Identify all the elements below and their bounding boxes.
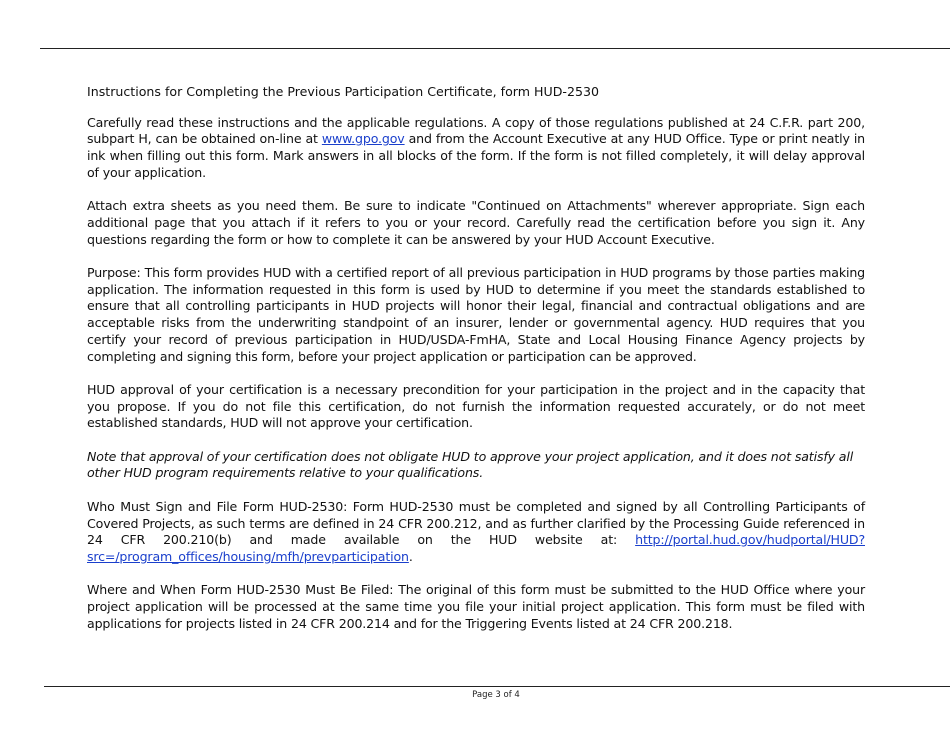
paragraph-approval: HUD approval of your certification is a necessary precondition for your participation in the project and in the capacity that you propose. If you do not file this certification, do not furnish the information requested accurately, or do not meet established standards, HUD will not approve your certification. <box>87 381 865 431</box>
bottom-divider <box>44 686 950 687</box>
paragraph-text: and from the Account Executive at any HUD Office. Type or print neatly in ink when filling out this form. Mark answers in all blocks of the form. If the form is not filled completely, it will delay approval of your application. <box>87 131 866 180</box>
paragraph-purpose: Purpose: This form provides HUD with a certified report of all previous participation in HUD programs by those parties making application. The information requested in this form is used by HUD to determine if you meet the standards established to ensure that all controlling participants in HUD projects will honor their legal, financial and contractual obligations and are acceptable risks from the underwriting standpoint of an insurer, lender or governmental agency. HUD requires that you certify your record of previous participation in HUD/USDA-FmHA, State and Local Housing Finance Agency projects by completing and signing this form, before your project application or participation can be approved. <box>87 265 865 364</box>
paragraph-where-when: Where and When Form HUD-2530 Must Be Filed: The original of this form must be submitted to the HUD Office where your project application will be processed at the same time you file your initial project application. This form must be filed with applications for projects listed in 24 CFR 200.214 and for the Triggering Events listed at 24 CFR 200.218. <box>87 582 865 631</box>
paragraph-regulations <box>87 115 865 182</box>
paragraph-text: . <box>408 548 413 564</box>
paragraph-who-must-sign <box>87 499 865 566</box>
page-number: Page 3 of 4 <box>472 690 520 700</box>
page-footer <box>0 690 950 700</box>
gpo-link[interactable]: www.gpo.gov <box>321 131 405 147</box>
paragraph-text: Who Must Sign and File Form HUD-2530: Form HUD-2530 must be completed and signed by all Controlling Participants of Covered Projects, as such terms are defined in 24 CFR 200.212, and as further clarified by the Processing Guide referenced in 24 CFR 200.210(b) and made available on the HUD website at: <box>87 498 865 548</box>
paragraph-attachments: Attach extra sheets as you need them. Be sure to indicate "Continued on Attachments" wherever appropriate. Sign each additional page that you attach if it refers to you or your record. Carefully read the certification before you sign it. Any questions regarding the form or how to complete it can be answered by your HUD Account Executive. <box>87 198 865 247</box>
document-title: Instructions for Completing the Previous Participation Certificate, form HUD-2530 <box>87 84 599 99</box>
instructions-body <box>87 84 865 649</box>
note-paragraph: Note that approval of your certification does not obligate HUD to approve your project application, and it does not satisfy all other HUD program requirements relative to your qualifications. <box>87 448 854 481</box>
top-divider <box>40 48 950 49</box>
hud-portal-link[interactable]: http://portal.hud.gov/hudportal/HUD?src=/program_offices/housing/mfh/prevparticipation <box>87 532 865 564</box>
paragraph-text: Carefully read these instructions and the applicable regulations. A copy of those regulations published at 24 C.F.R. part 200, subpart H, can be obtained on-line at <box>87 114 865 147</box>
